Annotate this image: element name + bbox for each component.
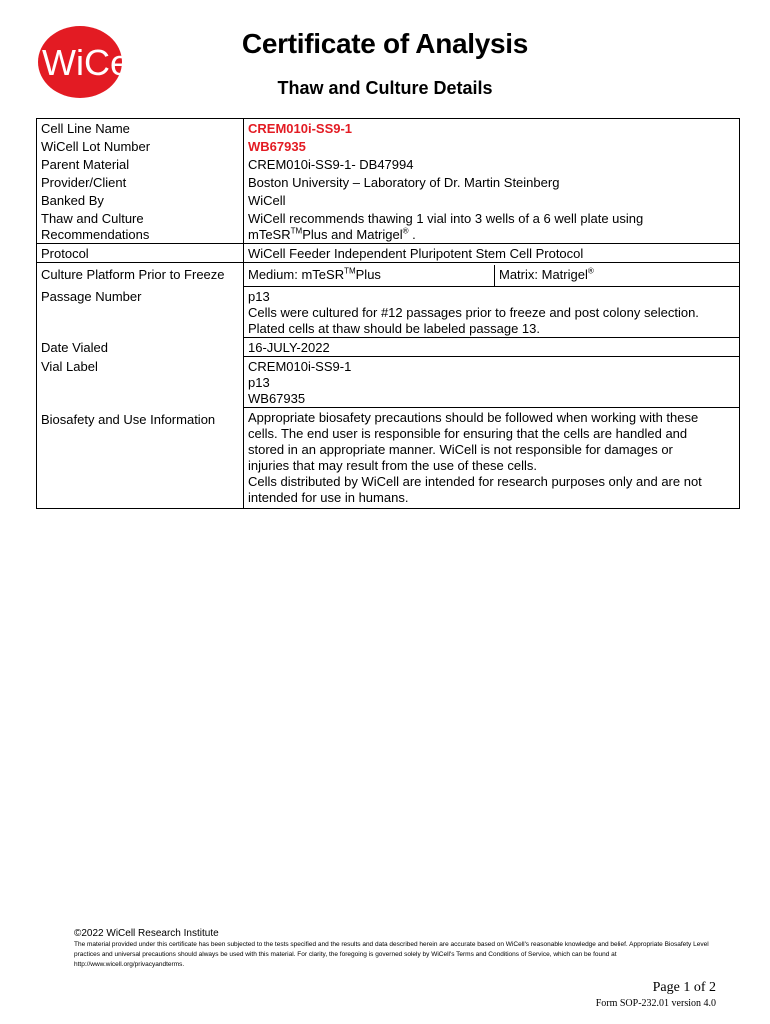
passage-label: Passage Number bbox=[37, 287, 244, 338]
biosafety-label: Biosafety and Use Information bbox=[37, 408, 244, 509]
platform-value bbox=[244, 263, 740, 287]
footer-copyright: ©2022 WiCell Research Institute bbox=[74, 928, 219, 939]
table-row bbox=[37, 408, 740, 509]
vial-label: Vial Label bbox=[37, 357, 244, 408]
thaw-label: Thaw and Culture Recommendations bbox=[37, 209, 244, 244]
table-row bbox=[37, 191, 740, 209]
platform-matrix: Matrix: Matrigel® bbox=[499, 266, 594, 282]
protocol-label: Protocol bbox=[37, 244, 244, 263]
date-label: Date Vialed bbox=[37, 338, 244, 357]
table-row bbox=[37, 155, 740, 173]
page-subtitle: Thaw and Culture Details bbox=[277, 78, 493, 98]
biosafety-value: Appropriate biosafety precautions should be followed when working with these cells. The end user is responsible for ensuring that the cells are handled and stored in an appropriate manner. WiCell is not responsible for damages or injuries that may result from the use of these cells. Cells distributed by WiCell are intended for research purposes only and are not intended for use in humans. bbox=[244, 408, 740, 509]
thaw-line-1: WiCell recommends thawing 1 vial into 3 wells of a 6 well plate using bbox=[248, 211, 644, 226]
wicell-logo bbox=[36, 22, 186, 100]
cell-line-label: Cell Line Name bbox=[37, 119, 244, 138]
date-value: 16-JULY-2022 bbox=[244, 338, 740, 357]
footer-disclaimer: The material provided under this certificate has been subjected to the tests specified and the results and data described herein are accurate based on WiCell's reasonable knowledge and belief. Appropriate Biosafety Level practices and universal precautions should always be used with this material. For clarity, the foregoing is governed solely by WiCell's Terms and Conditions of Service, which can be found at http://www.wicell.org/privacyandterms. bbox=[74, 941, 709, 968]
table-row bbox=[37, 357, 740, 408]
platform-label: Culture Platform Prior to Freeze bbox=[37, 263, 244, 287]
banked-value: WiCell bbox=[244, 191, 740, 209]
table-row bbox=[37, 137, 740, 155]
parent-value: CREM010i-SS9-1- DB47994 bbox=[244, 155, 740, 173]
vial-value: CREM010i-SS9-1 p13 WB67935 bbox=[244, 357, 740, 408]
passage-value: p13 Cells were cultured for #12 passages prior to freeze and post colony selection. Plated cells at thaw should be labeled passage 13. bbox=[244, 287, 740, 338]
provider-value: Boston University – Laboratory of Dr. Martin Steinberg bbox=[244, 173, 740, 191]
lot-value: WB67935 bbox=[244, 137, 740, 155]
table-row bbox=[37, 338, 740, 357]
thaw-line-2: mTeSR™Plus and Matrigel® . bbox=[248, 226, 416, 242]
lot-label: WiCell Lot Number bbox=[37, 137, 244, 155]
cell-line-value: CREM010i-SS9-1 bbox=[244, 119, 740, 138]
table-row bbox=[37, 119, 740, 138]
table-row bbox=[37, 209, 740, 244]
provider-label: Provider/Client bbox=[37, 173, 244, 191]
parent-label: Parent Material bbox=[37, 155, 244, 173]
table-row bbox=[37, 173, 740, 191]
details-table bbox=[36, 118, 740, 509]
table-row bbox=[37, 244, 740, 263]
form-version: Form SOP-232.01 version 4.0 bbox=[595, 998, 716, 1009]
banked-label: Banked By bbox=[37, 191, 244, 209]
svg-text:WiCell: WiCell bbox=[42, 42, 146, 83]
page-title: Certificate of Analysis bbox=[241, 28, 529, 59]
thaw-value bbox=[244, 209, 740, 244]
page-number: Page 1 of 2 bbox=[652, 980, 716, 995]
platform-medium: Medium: mTeSR™Plus bbox=[244, 265, 495, 286]
protocol-value: WiCell Feeder Independent Pluripotent Stem Cell Protocol bbox=[244, 244, 740, 263]
table-row bbox=[37, 287, 740, 338]
table-row bbox=[37, 263, 740, 287]
